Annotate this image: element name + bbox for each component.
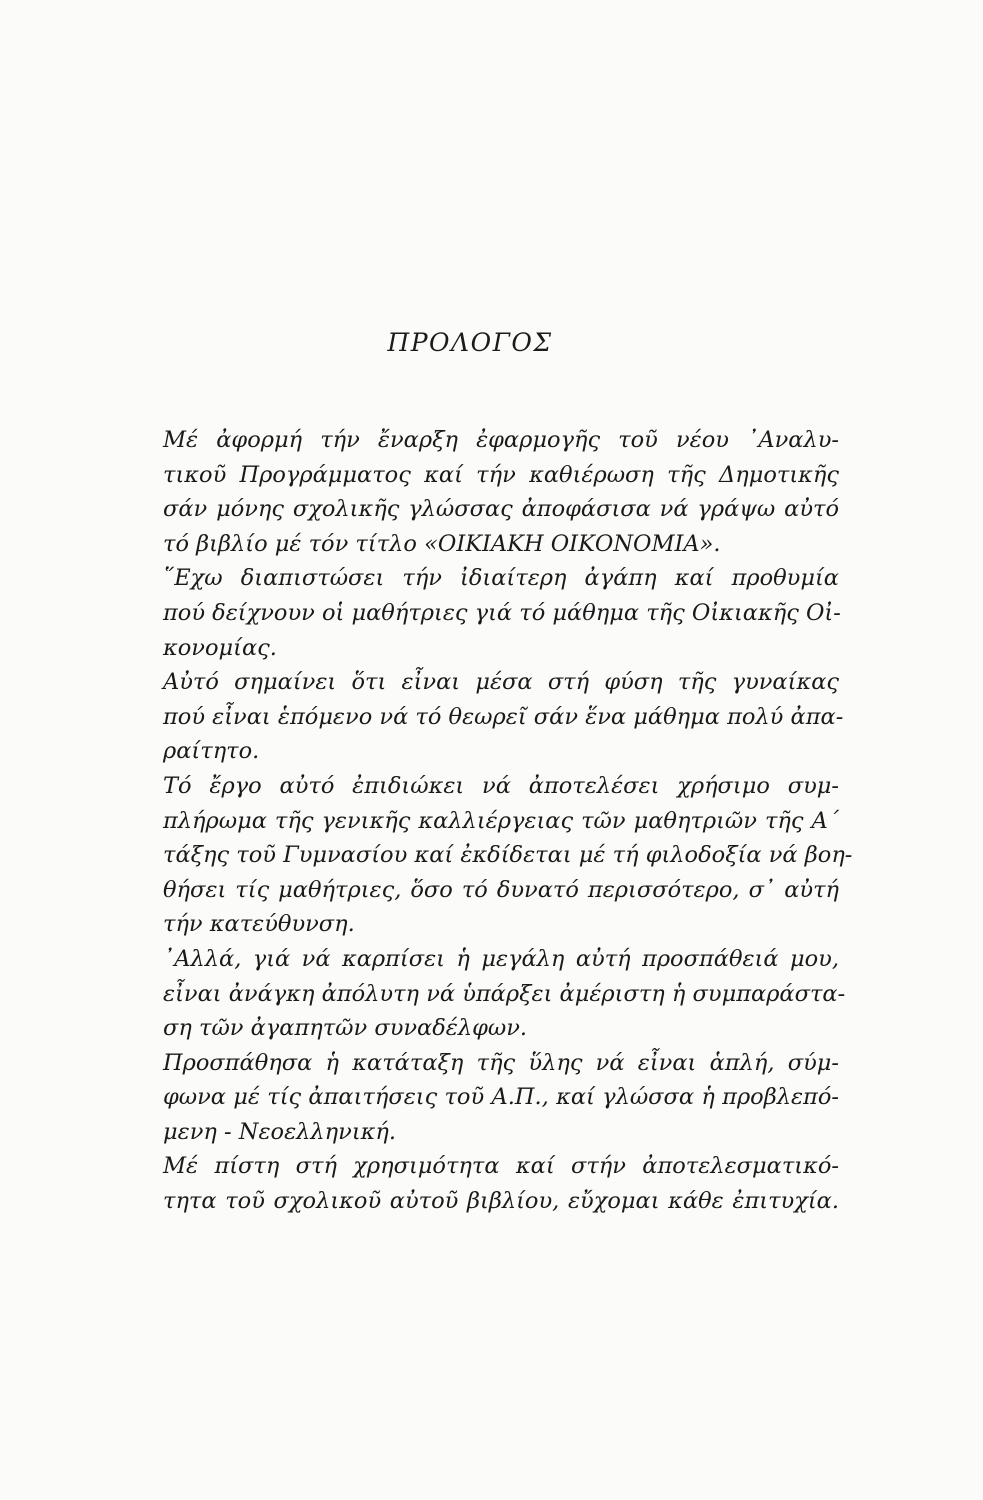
text-line: τό βιβλίο μέ τόν τίτλο «ΟΙΚΙΑΚΗ ΟΙΚΟΝΟΜΙΑ». <box>163 530 721 557</box>
text-line: τητα τοῦ σχολικοῦ αὐτοῦ βιβλίου, εὔχομαι κάθε ἐπιτυχία. <box>163 1188 839 1215</box>
text-line: Μέ πίστη στή χρησιμότητα καί στήν ἀποτελεσματικό- <box>163 1153 839 1180</box>
text-line: Μέ ἀφορμή τήν ἔναρξη ἐφαρμογῆς τοῦ νέου ᾿Αναλυ- <box>163 427 839 453</box>
text-line: ραίτητο. <box>163 738 260 765</box>
text-line: Αὐτό σημαίνει ὅτι εἶναι μέσα στή φύση τῆς γυναίκας <box>163 669 839 696</box>
preface-text <box>163 423 853 1219</box>
text-line: Τό ἔργο αὐτό ἐπιδιώκει νά ἀποτελέσει χρήσιμο συμ- <box>163 772 839 799</box>
text-line: ῞Εχω διαπιστώσει τήν ἰδιαίτερη ἀγάπη καί προθυμία <box>163 565 839 592</box>
text-line: μενη - Νεοελληνική. <box>163 1118 397 1145</box>
page-title: ΠΡΟΛΟΓΟΣ <box>387 328 553 357</box>
text-line: εἶναι ἀνάγκη ἀπόλυτη νά ὑπάρξει ἀμέριστη ἡ συμπαράστα- <box>163 980 846 1007</box>
text-line: τάξης τοῦ Γυμνασίου καί ἐκδίδεται μέ τή φιλοδοξία νά βοη- <box>163 842 853 869</box>
text-line: Προσπάθησα ἡ κατάταξη τῆς ὕλης νά εἶναι ἁπλή, σύμ- <box>163 1049 839 1076</box>
text-line: ση τῶν ἀγαπητῶν συναδέλφων. <box>163 1015 528 1042</box>
text-line: τικοῦ Προγράμματος καί τήν καθιέρωση τῆς Δημοτικῆς <box>163 461 839 488</box>
text-line: πού δείχνουν οἱ μαθήτριες γιά τό μάθημα τῆς Οἰκιακῆς Οἰ- <box>163 599 841 626</box>
text-line: πού εἶναι ἑπόμενο νά τό θεωρεῖ σάν ἕνα μάθημα πολύ ἀπα- <box>163 703 844 730</box>
text-line: πλήρωμα τῆς γενικῆς καλλιέργειας τῶν μαθητριῶν τῆς Α΄ <box>163 807 839 834</box>
text-line: φωνα μέ τίς ἀπαιτήσεις τοῦ Α.Π., καί γλώσσα ἡ προβλεπό- <box>163 1084 839 1111</box>
text-line: τήν κατεύθυνση. <box>163 911 355 938</box>
text-line: σάν μόνης σχολικῆς γλώσσας ἀποφάσισα νά γράψω αὐτό <box>163 496 839 523</box>
text-line: θήσει τίς μαθήτριες, ὅσο τό δυνατό περισσότερο, σ᾿ αὐτή <box>163 876 839 903</box>
text-line: ᾿Αλλά, γιά νά καρπίσει ἡ μεγάλη αὐτή προσπάθειά μου, <box>163 945 839 972</box>
text-line: κονομίας. <box>163 634 277 661</box>
